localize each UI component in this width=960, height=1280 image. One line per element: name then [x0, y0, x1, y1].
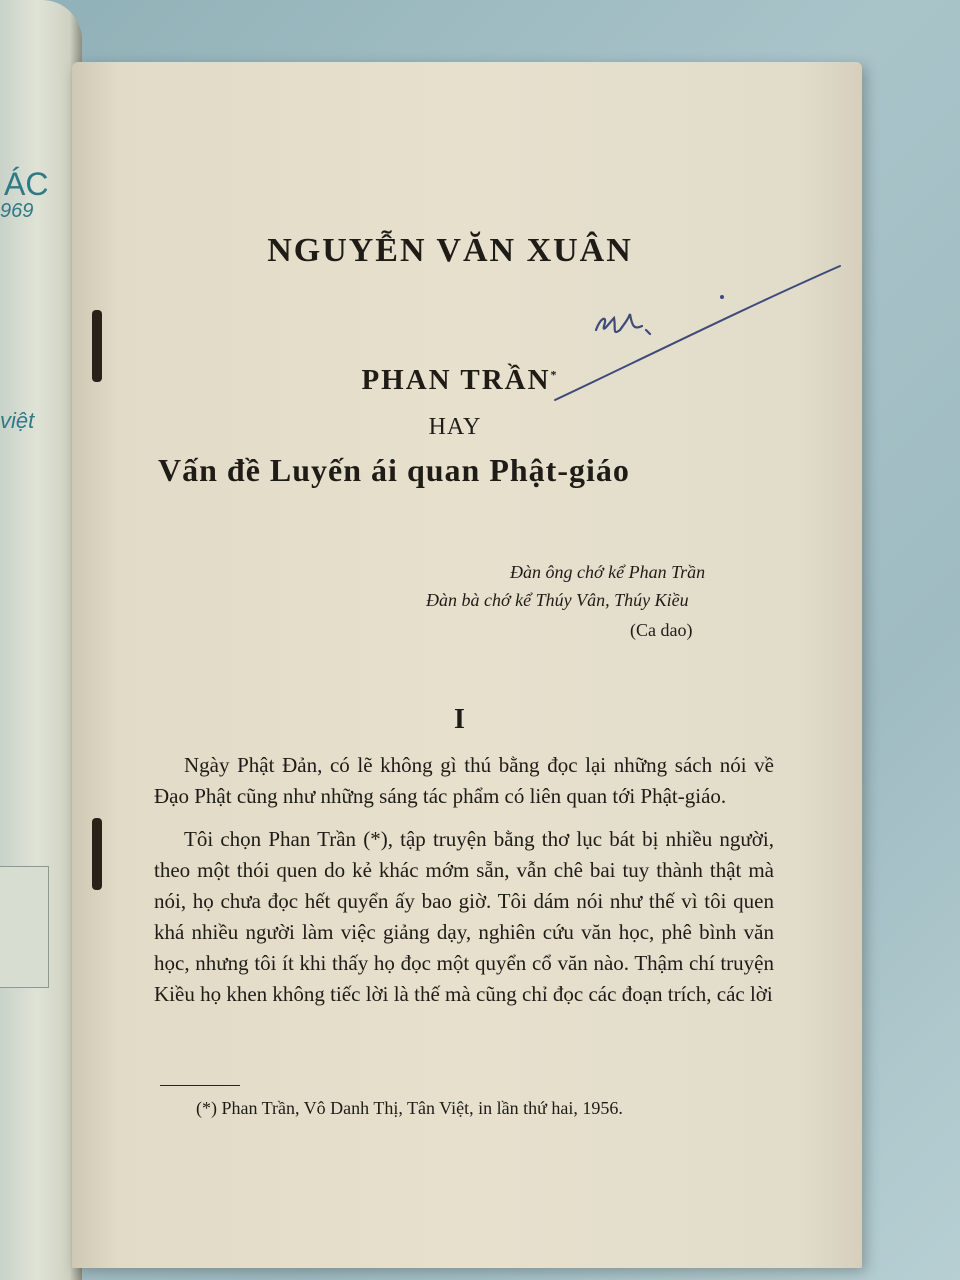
- epigraph-source: (Ca dao): [630, 620, 693, 640]
- left-page-fragment: ÁC: [4, 166, 49, 202]
- book-title: [0, 364, 920, 397]
- body-text: [154, 750, 774, 1022]
- paragraph: Ngày Phật Đản, có lẽ không gì thú bằng đọc lại những sách nói về Đạo Phật cũng như những sáng tác phẩm có liên quan tới Phật-giáo.: [154, 753, 774, 808]
- left-page-fragment: việt: [0, 408, 35, 433]
- epigraph-line: Đàn ông chớ kể Phan Trần: [510, 562, 706, 582]
- author-name: NGUYỄN VĂN XUÂN: [267, 232, 633, 269]
- handwritten-mark: [590, 300, 660, 350]
- book-subtitle: Vấn đề Luyến ái quan Phật-giáo: [158, 452, 630, 488]
- left-facing-page: [0, 0, 82, 1280]
- epigraph-line: Đàn bà chớ kể Thúy Vân, Thúy Kiều: [426, 590, 689, 610]
- footnote: (*) Phan Trần, Vô Danh Thị, Tân Việt, in lần thứ hai, 1956.: [196, 1098, 623, 1118]
- left-page-box: [0, 866, 49, 988]
- paragraph: Tôi chọn Phan Trần (*), tập truyện bằng thơ lục bát bị nhiều người, theo một thói quen do kẻ khác mớm sẵn, vẫn chê bai tuy thành thật mà nói, họ chưa đọc hết quyển ấy bao giờ. Tôi dám nói như thế vì tôi quen khá nhiều người làm việc giảng dạy, nghiên cứu văn học, phê bình văn học, nhưng tôi ít khi thấy họ đọc một quyển cổ văn nào. Thậm chí truyện Kiều họ khen không tiếc lời là thế mà cũng chỉ đọc các đoạn trích, các lời: [154, 827, 774, 1006]
- book-title-text: PHAN TRẦN: [361, 364, 551, 396]
- section-number: I: [454, 704, 465, 735]
- title-connector: HAY: [428, 414, 482, 440]
- title-asterisk: *: [550, 367, 559, 382]
- left-page-fragment: 969: [0, 200, 34, 222]
- footnote-rule: [160, 1085, 240, 1086]
- staple-binding: [92, 818, 102, 890]
